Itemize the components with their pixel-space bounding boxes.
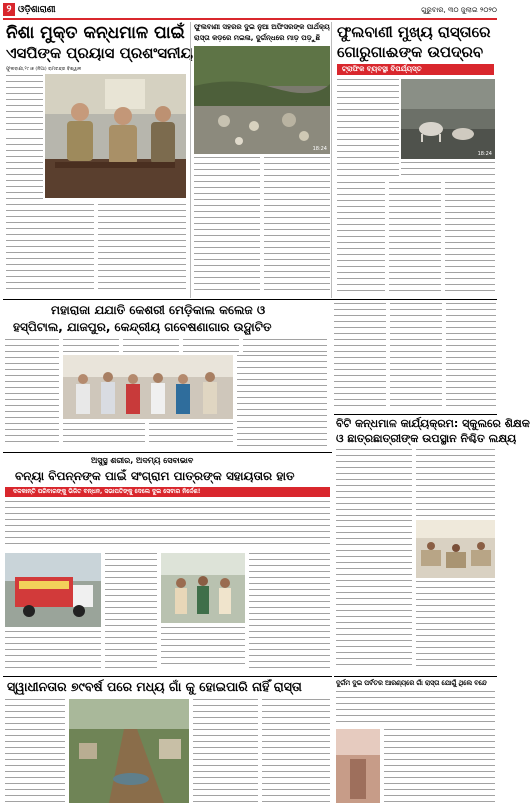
story4-headline-2: ହସ୍ପିଟାଲ, ଯାଜପୁର, କେନ୍ଦ୍ରୀୟ ଗବେଷଣାଗାର ଉଦ୍ଘାଟିତ: [13, 320, 272, 334]
story4-body-b: [63, 339, 119, 353]
story1-body-col2: [6, 138, 43, 200]
page-number: ୨: [3, 3, 15, 16]
story-hill-road: [334, 676, 497, 806]
garbage-photo: [194, 46, 330, 154]
ribbon-cutting-photo: [63, 355, 233, 419]
section-rule-1: [3, 299, 497, 300]
paper-name: ଓଡ଼ିଶାରାଣୀ: [18, 5, 56, 15]
story8-body-b: [384, 729, 495, 803]
story4-body-e: [243, 339, 327, 353]
relief-distribution-illustration: [161, 553, 245, 623]
inauguration-illustration: [63, 355, 233, 419]
story7-headline: ସ୍ୱାଧୀନତାର ୭୯ବର୍ଷ ପରେ ମଧ୍ୟ ଗାଁ କୁ ହୋଇପାରି ନାହିଁ ରାସ୍ତା: [7, 679, 302, 694]
story5-body-a: [336, 449, 412, 517]
story4-body-c: [123, 339, 179, 353]
photo-timestamp: 18:24: [312, 146, 327, 152]
story6-body-b: [249, 553, 330, 669]
story4-body-d: [183, 339, 239, 353]
story4-body-g: [63, 423, 145, 447]
story7-body-a: [5, 699, 65, 803]
story1-body-bottom-b: [98, 204, 186, 290]
story6-body-a: [105, 553, 157, 669]
hill-path-illustration: [336, 729, 380, 803]
story3-body-b: [401, 162, 495, 178]
story2-headline: ଫୁଲବାଣୀ ସହରର ଦୁଇ ନୁଆ ଅଫିସରଙ୍କ ପାର୍ଥକ୍ୟ: [194, 23, 330, 31]
story6-headline: ବନ୍ୟା ବିପନ୍ନଙ୍କ ପାଇଁ ସଂଗ୍ରାମ ପାତ୍ରଙ୍କ ସହାୟତାର ହାତ: [15, 469, 295, 483]
story1-headline: ନିଶା ମୁକ୍ତ କନ୍ଧମାଳ ପାଇଁ: [6, 23, 185, 43]
story-education: [334, 414, 530, 674]
story5-headline: ବିଟି କନ୍ଧମାଳ କାର୍ଯ୍ୟକ୍ରମ: ସ୍କୁଲରେ ଶିକ୍ଷକ: [336, 417, 530, 430]
story5-body-c: [336, 520, 412, 670]
story2-body-b: [264, 157, 330, 293]
page-header: [3, 3, 497, 18]
story-cattle: [334, 22, 497, 298]
officers-photo: [45, 74, 186, 198]
story8-headline: ଦୁର୍ଗମ ଦୁଇ ପର୍ବତର ଆରଣ୍ୟରେ ଗାଁ ରାସ୍ତା ଯୋଗୁଁ ଥିଲେ ବନ୍ଦେ: [336, 679, 487, 687]
story6-subhead: ଦଳକାନ୍ତି ପରିବାରଙ୍କୁ ଭିଜିତ ବନ୍ଧନ, ସଭାପତିଙ୍କୁ ଦେଲେ ଦୁଇ ସେବାର ନିର୍ଦ୍ଦେଶ!: [13, 488, 201, 495]
story7-body-b: [193, 699, 258, 803]
story-no-road: [3, 676, 332, 806]
hill-road-photo: [336, 729, 380, 803]
cattle-photo: [401, 79, 495, 159]
story3-body-e: [445, 182, 495, 294]
story1-headline-2: ଏସପିଙ୍କ ପ୍ରୟାସ ପ୍ରଶଂସନୀୟ: [6, 44, 194, 62]
story3-body-d: [389, 182, 441, 294]
story5-body-d: [416, 581, 495, 670]
story8-body-a: [336, 691, 495, 725]
story6-subhead-band: [5, 487, 330, 497]
right-column-continuation-b: [390, 303, 442, 411]
story6-body-d: [161, 627, 245, 669]
story6-body-lead: [5, 501, 330, 549]
relief-truck-illustration: [5, 553, 101, 627]
story7-body-c: [262, 699, 330, 803]
relief-vehicle-photo: [5, 553, 101, 627]
story-medical-college: [3, 301, 329, 451]
story4-headline: ମହାରାଜା ଯଯାତି କେଶରୀ ମେଡ଼ିକାଲ କଲେଜ ଓ: [51, 303, 266, 317]
story4-body-a: [5, 339, 59, 447]
story3-body-a: [337, 79, 399, 177]
story2-headline-2: ରାସ୍ତା କଡ଼ରେ ମଇଳା, ଦୁର୍ଗନ୍ଧରେ ମାଡ଼ ପଡ଼ୁଛି: [194, 34, 321, 42]
story1-dateline: ଫୁଲବାଣୀ,୨୯।୭ (ନିଆ) ରାମଚନ୍ଦ୍ର ବିଶ୍ୱାଳ: [6, 67, 82, 72]
story1-body-col: [6, 75, 43, 135]
story-flood-relief: [3, 452, 332, 674]
officers-illustration: [45, 74, 186, 198]
story3-subhead: ଟ୍ରାଫିକ ବ୍ୟବସ୍ଥା ବିପର୍ଯ୍ୟସ୍ତ: [342, 65, 422, 73]
story5-headline-2: ଓ ଛାତ୍ରଛାତ୍ରୀଙ୍କ ଉପସ୍ଥାନ ନିଶ୍ଚିତ ଲକ୍ଷ୍ୟ: [336, 432, 517, 445]
story3-subhead-band: [337, 64, 494, 75]
classroom-photo: [416, 520, 495, 578]
story3-headline-2: ଗୋରୁଗାଈଙ୍କ ଉପଦ୍ରବ: [337, 43, 484, 61]
right-column-continuation-a: [334, 303, 386, 411]
story4-body-f: [237, 355, 327, 447]
story1-body-bottom-a: [6, 204, 94, 290]
story5-body-b: [416, 449, 495, 517]
story-city-dirt: [190, 22, 332, 298]
story-drug-free: [3, 22, 194, 298]
village-road-photo: [69, 699, 189, 803]
right-column-continuation-c: [446, 303, 496, 411]
story3-body-c: [337, 182, 385, 294]
photo-timestamp-2: 18:24: [477, 151, 492, 157]
muddy-village-path-illustration: [69, 699, 189, 803]
story6-kicker: ଅସୁସ୍ଥ ଶରୀର, ଅଦମ୍ୟ ସେବାଭାବ: [91, 456, 194, 465]
cattle-on-road-illustration: [401, 79, 495, 159]
story4-body-h: [149, 423, 233, 447]
header-rule: [3, 18, 497, 20]
issue-date: ଗୁରୁବାର, ୩୦ ଜୁଲାଇ ୨୦୨୦: [421, 6, 497, 14]
story2-body-a: [194, 157, 260, 293]
story3-headline: ଫୁଲବାଣୀ ମୁଖ୍ୟ ରାସ୍ତାରେ: [337, 23, 491, 41]
roadside-garbage-illustration: [194, 46, 330, 154]
relief-meeting-photo: [161, 553, 245, 623]
story6-body-c: [5, 631, 101, 669]
classroom-illustration: [416, 520, 495, 578]
